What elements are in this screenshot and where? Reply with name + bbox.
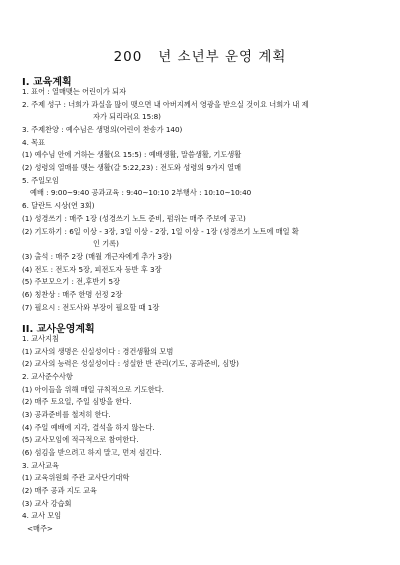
teacher-meeting-heading: 4. 교사 모임 [22,511,62,520]
talent-award-heading: 6. 달란트 시상(연 3회) [22,201,95,210]
goal-item: (1) 예수님 안에 거하는 생활(요 15:5) : 예배생활, 말씀생활, 기도생활 [22,150,242,159]
rule-item: (2) 매주 토요일, 주일 심방을 한다. [22,397,132,406]
theme-verse-continuation: 자가 되리라(요 15:8) [93,112,161,121]
goal-item: (2) 성령의 열매를 맺는 생활(갈 5:22,23) : 전도와 성령의 9가지 열매 [22,163,242,172]
guideline-item: (1) 교사의 생명은 신실성이다 : 경건생활의 모범 [22,347,174,356]
education-item: (2) 매주 공과 지도 교육 [22,486,97,495]
talent-item: (3) 출석 : 매주 2장 (매월 개근자에게 추가 3장) [22,252,172,261]
talent-item: (7) 필요시 : 전도사와 부장이 필요할 때 1장 [22,303,160,312]
rule-item: (3) 공과준비를 철저히 한다. [22,410,111,419]
sunday-schedule-line: 예배 : 9:00~9:40 공과교육 : 9:40~10:10 2부행사 : 10:10~10:40 [30,188,252,197]
section-heading-education: I. 교육계획 [22,77,72,88]
rule-item: (1) 아이들을 위해 매일 규칙적으로 기도한다. [22,385,164,394]
goal-heading: 4. 목표 [22,138,46,147]
talent-item-continuation: 인 기록) [93,239,119,248]
teacher-rules-heading: 2. 교사준수사항 [22,372,73,381]
theme-verse-line: 2. 주제 성구 : 너희가 과실을 많이 맺으면 내 아버지께서 영광을 받으실 것이요 너희가 내 제 [22,100,309,109]
talent-item: (2) 기도하기 : 6일 이상 - 3장, 3일 이상 - 2장, 1일 이상 - 1장 (성경쓰기 노트에 매일 확 [22,227,299,236]
motto-line: 1. 표어 : 열매맺는 어린이가 되자 [22,87,127,96]
teacher-guideline-heading: 1. 교사지침 [22,334,59,343]
rule-item: (6) 섬김을 받으려고 하지 말고, 먼저 섬긴다. [22,448,162,457]
theme-song-line: 3. 주제찬양 : 예수님은 생명의(어린이 찬송가 140) [22,125,183,134]
section-heading-teachers: II. 교사운영계획 [22,324,95,335]
sunday-meeting-heading: 5. 주일모임 [22,176,59,185]
rule-item: (4) 주일 예배에 지각, 결석을 하지 않는다. [22,423,155,432]
talent-item: (5) 주보모으기 : 전,후반기 5장 [22,277,121,286]
weekly-label: <매주> [27,524,53,533]
education-item: (1) 교육위원회 주관 교사단기대학 [22,473,130,482]
talent-item: (4) 전도 : 전도자 5장, 피전도자 등반 후 3장 [22,265,162,274]
page-title: 200 년 소년부 운영 계획 [113,49,287,65]
guideline-item: (2) 교사의 능력은 성실성이다 : 성실한 반 관리(기도, 공과준비, 심방) [22,359,239,368]
education-item: (3) 교사 강습회 [22,499,72,508]
talent-item: (1) 성경쓰기 : 매주 1장 (성경쓰기 노트 준비, 펌위는 매주 주보에 공고) [22,214,246,223]
talent-item: (6) 칭찬상 : 매주 한명 선정 2장 [22,290,123,299]
teacher-education-heading: 3. 교사교육 [22,461,59,470]
rule-item: (5) 교사모임에 적극적으로 참여한다. [22,435,139,444]
